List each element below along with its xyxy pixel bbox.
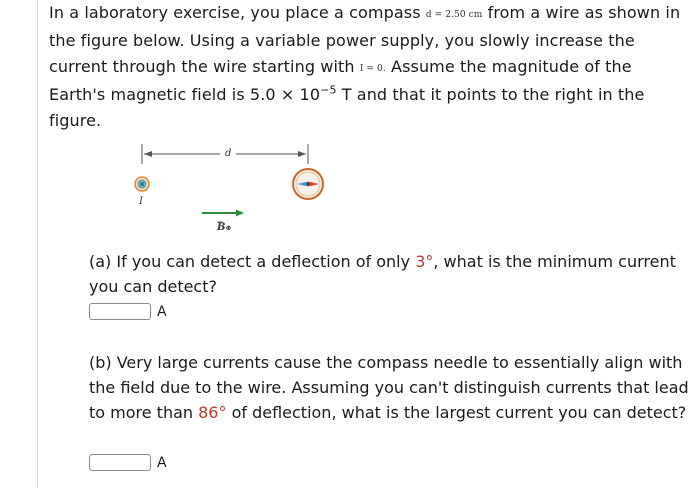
part-a-question xyxy=(89,249,694,299)
part-b-angle: 86° xyxy=(198,403,227,422)
earth-subscript: ⊕ xyxy=(225,223,232,232)
problem-statement xyxy=(49,0,689,134)
part-b-text-2: of deflection, what is the largest current you can detect? xyxy=(226,403,687,422)
wire-compass-figure xyxy=(120,138,350,248)
part-a-answer-row xyxy=(89,303,167,320)
field-label xyxy=(217,222,231,233)
part-a-unit: A xyxy=(157,303,167,320)
wire-out-of-page-icon xyxy=(135,177,149,191)
part-a-answer-input[interactable] xyxy=(89,303,151,320)
part-b-unit: A xyxy=(157,454,167,471)
dimension-arrow-right xyxy=(298,151,306,157)
part-b-question xyxy=(89,350,694,425)
field-symbol: B xyxy=(217,222,226,233)
exponent: −5 xyxy=(320,83,337,97)
problem-text-2: from a wire as shown in the figure below. Using a variable power supply, you slowly increase the current through the wire starting with xyxy=(49,3,681,76)
problem-text-3: Assume the magnitude of the Earth's magnetic field is 5.0 × 10 xyxy=(49,57,632,104)
part-b-answer-row xyxy=(89,454,167,471)
part-b-text-1: (b) Very large currents cause the compass needle to essentially align with the field due to the wire. Assuming you can't distinguish currents that lead to more than xyxy=(89,353,689,422)
problem-text-4: T and that it points to the right in the figure. xyxy=(49,85,645,130)
part-a-text-2: , what is the minimum current you can detect? xyxy=(89,252,676,296)
part-a-text-1: (a) If you can detect a deflection of only xyxy=(89,252,416,271)
compass-icon xyxy=(293,169,323,199)
current-expression: I = 0. xyxy=(359,64,386,74)
field-arrow-icon xyxy=(202,210,244,217)
current-label: I xyxy=(139,196,143,207)
part-b-answer-input[interactable] xyxy=(89,454,151,471)
part-a-angle: 3° xyxy=(415,252,434,271)
distance-label: d xyxy=(225,148,232,159)
distance-expression: d = 2.50 cm xyxy=(425,10,483,20)
figure-drawing xyxy=(120,138,350,248)
problem-text-1: In a laboratory exercise, you place a compass xyxy=(49,3,426,22)
dimension-arrow-left xyxy=(144,151,152,157)
left-border-rule xyxy=(37,0,38,488)
